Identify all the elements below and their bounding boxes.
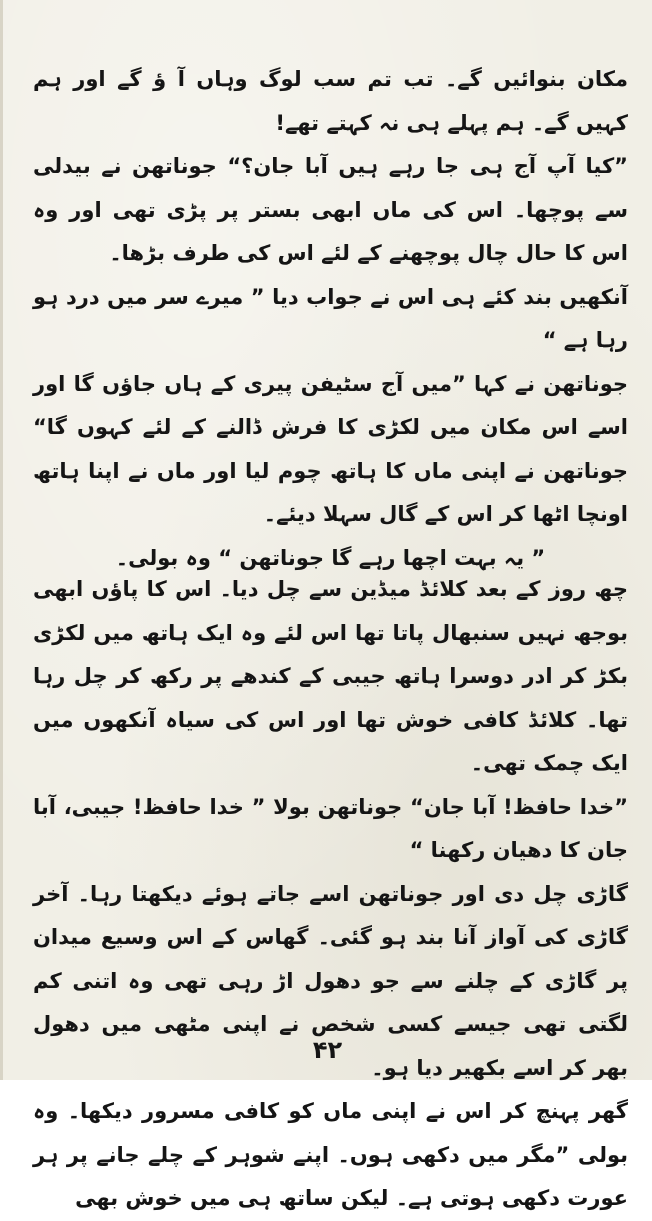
paragraph: گھر پہنچ کر اس نے اپنی ماں کو کافی مسرور دیکھا۔ وہ بولی ”مگر میں دکھی ہوں۔ اپنے شوہر کے چلے جانے پر ہر عورت دکھی ہوتی ہے۔ لیکن ساتھ ہی میں خوش بھی — [33, 1099, 628, 1210]
paragraph: ”خدا حافظ! آبا جان“ جوناتھن بولا ” خدا حافظ! جیبی، آبا جان کا دھیان رکھنا “ — [33, 794, 628, 862]
paragraph: مکان بنوائیں گے۔ تب تم سب لوگ وہاں آ ؤ گے اور ہم کہیں گے۔ ہم پہلے ہی نہ کہتے تھے! — [33, 67, 628, 135]
text-section-1 — [33, 58, 628, 580]
paragraph: آنکھیں بند کئے ہی اس نے جواب دیا ” میرے سر میں درد ہو رہا ہے “ — [33, 284, 628, 352]
paragraph: ”کیا آپ آج ہی جا رہے ہیں آبا جان؟“ جوناتھن نے بیدلی سے پوچھا۔ اس کی ماں ابھی بستر پر پڑی تھی اور وہ اس کا حال چال پوچھنے کے لئے اس کی طرف بڑھا۔ — [33, 154, 628, 265]
paragraph: چھ روز کے بعد کلائڈ میڈین سے چل دیا۔ اس کا پاؤں ابھی بوجھ نہیں سنبھال پاتا تھا اس لئے وہ ایک ہاتھ میں لکڑی بکڑ کر ادر دوسرا ہاتھ جیبی کے کندھے پر رکھ کر چل رہا تھا۔ کلائڈ کافی خوش تھا اور اس کی سیاہ آنکھوں میں ایک چمک تھی۔ — [33, 577, 628, 775]
paragraph: گاڑی چل دی اور جوناتھن اسے جاتے ہوئے دیکھتا رہا۔ آخر گاڑی کی آواز آنا بند ہو گئی۔ گھاس کے اس وسیع میدان پر گاڑی کے چلنے سے جو دھول اڑ رہی تھی وہ اتنی کم لگتی تھی جیسے کسی شخص نے اپنی مٹھی میں دھول بھر کر اسے بکھیر دیا ہو۔ — [33, 881, 628, 1080]
paragraph: جوناتھن نے کہا ”میں آج سٹیفن پیری کے ہاں جاؤں گا اور اسے اس مکان میں لکڑی کا فرش ڈالنے کے لئے کہوں گا“ جوناتھن نے اپنی ماں کا ہاتھ چوم لیا اور ماں نے اپنا ہاتھ اونچا اٹھا کر اس کے گال سہلا دیئے۔ — [33, 371, 628, 526]
page-number: ۴۲ — [312, 1036, 343, 1064]
paragraph: ” یہ بہت اچھا رہے گا جوناتھن “ وہ بولی۔ — [115, 545, 546, 570]
text-section-2 — [33, 568, 628, 1221]
